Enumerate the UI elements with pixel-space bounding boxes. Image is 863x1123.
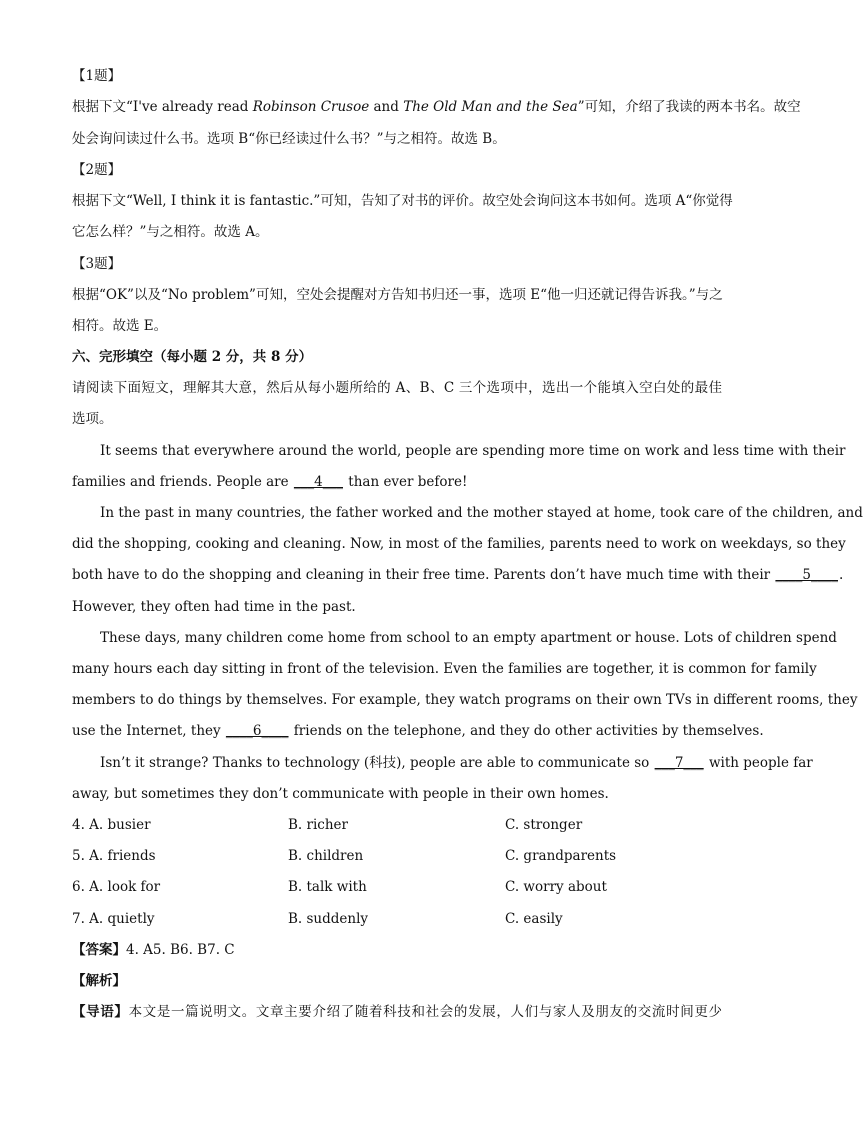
passage-p4-line-2: away, but sometimes they don’t communicate with people in their own homes. [72,786,609,802]
passage-p1-line-1: It seems that everywhere around the world, people are spending more time on work and less time with their [100,443,846,459]
q2-explanation-line-1: 根据下文“Well, I think it is fantastic.”可知，告知了对书的评价。故空处会询问这本书如何。选项 A“你觉得 [72,193,733,209]
option-5b: B. children [288,848,364,864]
answer-label: 【答案】 [72,942,126,958]
q3-explanation-line-2: 相符。故选 E。 [72,318,168,334]
option-7a: 7. A. quietly [72,911,155,927]
blank-5: ____5____ [775,567,839,583]
option-5c: C. grandparents [505,848,617,864]
passage-p4-line-1: Isn’t it strange? Thanks to technology (科技), people are able to communicate so ___7___ with people far [100,755,813,771]
passage-p3-line-3: members to do things by themselves. For example, they watch programs on their own TVs in different rooms, they [72,692,858,708]
option-4c: C. stronger [505,817,583,833]
intro-line [72,1002,722,1022]
option-5a: 5. A. friends [72,848,156,864]
passage-p3-line-1: These days, many children come home from school to an empty apartment or house. Lots of children spend [100,630,837,646]
option-6b: B. talk with [288,879,367,895]
option-6a: 6. A. look for [72,879,161,895]
passage-p3-line-2: many hours each day sitting in front of the television. Even the families are together, it is common for family [72,661,817,677]
book-title-robinson-crusoe: Robinson Crusoe [252,99,370,115]
section-instruction-line-2: 选项。 [72,411,113,427]
option-7c: C. easily [505,911,563,927]
option-6c: C. worry about [505,879,607,895]
answer-line [72,940,722,960]
option-7b: B. suddenly [288,911,369,927]
q3-heading: 【3题】 [72,256,122,272]
q1-explanation-line-2: 处会询问读过什么书。选项 B“你已经读过什么书？”与之相符。故选 B。 [72,131,506,147]
q2-explanation-line-2: 它怎么样？”与之相符。故选 A。 [72,224,269,240]
option-4a: 4. A. busier [72,817,151,833]
passage-p2-line-3: both have to do the shopping and cleaning in their free time. Parents don’t have much time with their ____5____. [72,567,844,583]
option-4b: B. richer [288,817,348,833]
q1-explanation-line-1: 根据下文“I've already read Robinson Crusoe and The Old Man and the Sea”可知，介绍了我读的两本书名。故空 [72,99,801,115]
passage-p2-line-2: did the shopping, cooking and cleaning. Now, in most of the families, parents need to work on weekdays, so they [72,536,846,552]
q3-explanation-line-1: 根据“OK”以及“No problem”可知，空处会提醒对方告知书归还一事，选项 E“他一归还就记得告诉我。”与之 [72,287,723,303]
passage-p1-line-2: families and friends. People are ___4___ than ever before! [72,474,468,490]
intro-label: 【导语】 [72,1004,129,1020]
answer-text: 4. A5. B6. B7. C [126,942,235,958]
passage-p2-line-4: However, they often had time in the past. [72,599,356,615]
section-instruction-line-1: 请阅读下面短文，理解其大意，然后从每小题所给的 A、B、C 三个选项中，选出一个能填入空白处的最佳 [72,380,722,396]
blank-4: ___4___ [293,474,343,490]
passage-p3-line-4: use the Internet, they ____6____ friends on the telephone, and they do other activities by themselves. [72,723,764,739]
section-title: 六、完形填空（每小题 2 分，共 8 分） [72,349,313,365]
passage-p2-line-1: In the past in many countries, the father worked and the mother stayed at home, took care of the children, and [100,505,863,521]
q2-heading: 【2题】 [72,162,122,178]
q1-heading: 【1题】 [72,68,122,84]
intro-text: 本文是一篇说明文。文章主要介绍了随着科技和社会的发展，人们与家人及朋友的交流时间更少 [128,1004,722,1020]
blank-6: ____6____ [225,723,289,739]
analysis-label: 【解析】 [72,973,126,989]
blank-7: ___7___ [654,755,704,771]
book-title-old-man-and-the-sea: The Old Man and the Sea [403,99,578,115]
